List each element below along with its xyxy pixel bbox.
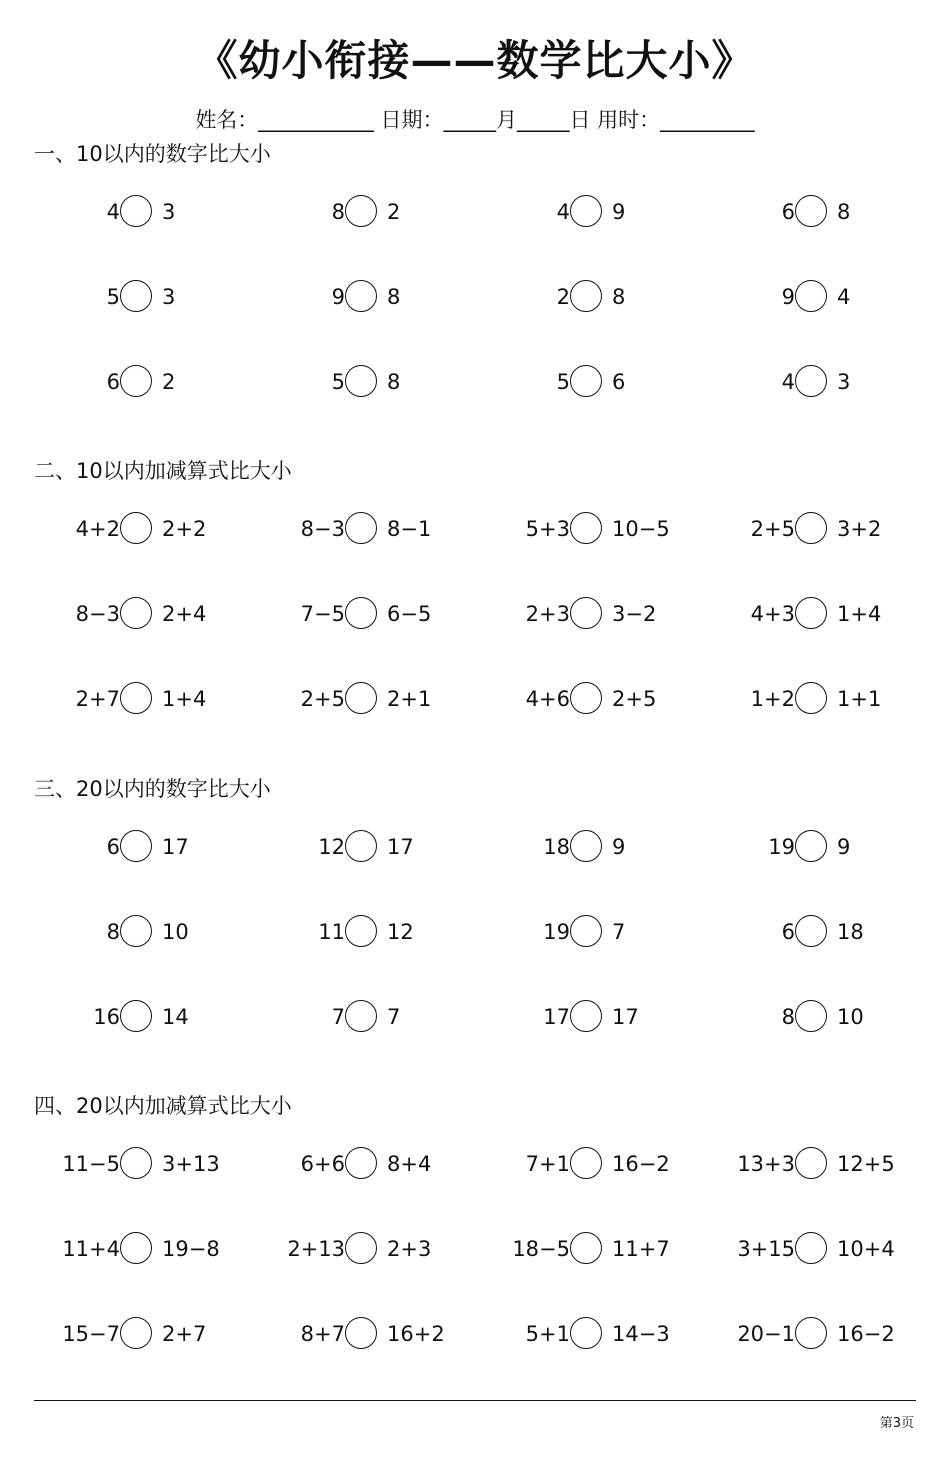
right-expression: 16−2 (837, 1322, 895, 1346)
right-expression: 10 (162, 920, 189, 944)
answer-circle[interactable] (795, 1000, 827, 1032)
answer-circle[interactable] (795, 1147, 827, 1179)
right-expression: 17 (162, 835, 189, 859)
right-expression: 8 (612, 285, 626, 309)
answer-circle[interactable] (345, 1147, 377, 1179)
left-expression: 2 (556, 285, 570, 309)
answer-circle[interactable] (345, 512, 377, 544)
comparison-problem (701, 192, 921, 232)
right-expression: 19−8 (162, 1237, 220, 1261)
answer-circle[interactable] (570, 682, 602, 714)
left-expression: 12 (318, 835, 345, 859)
left-expression: 4 (556, 200, 570, 224)
answer-circle[interactable] (795, 1317, 827, 1349)
left-expression: 2+7 (75, 687, 120, 711)
left-expression: 15−7 (62, 1322, 120, 1346)
right-expression: 6 (612, 370, 626, 394)
comparison-problem (26, 997, 246, 1037)
answer-circle[interactable] (570, 280, 602, 312)
left-expression: 1+2 (750, 687, 795, 711)
left-expression: 6 (106, 370, 120, 394)
comparison-problem (251, 1229, 471, 1269)
worksheet-title: 《幼小衔接——数学比大小》 (195, 36, 755, 85)
comparison-problem (251, 1314, 471, 1354)
section-title: 二、10以内加减算式比大小 (34, 459, 292, 483)
comparison-problem (26, 1314, 246, 1354)
comparison-problem (251, 912, 471, 952)
answer-circle[interactable] (570, 512, 602, 544)
right-expression: 3 (162, 200, 176, 224)
right-expression: 12+5 (837, 1152, 895, 1176)
right-expression: 16−2 (612, 1152, 670, 1176)
comparison-problem (26, 1144, 246, 1184)
left-expression: 16 (93, 1005, 120, 1029)
left-expression: 11 (318, 920, 345, 944)
left-expression: 20−1 (737, 1322, 795, 1346)
left-expression: 7−5 (300, 602, 345, 626)
right-expression: 10 (837, 1005, 864, 1029)
right-expression: 3+2 (837, 517, 882, 541)
left-expression: 9 (781, 285, 795, 309)
comparison-problem (701, 362, 921, 402)
section-title: 四、20以内加减算式比大小 (34, 1094, 292, 1118)
right-expression: 9 (612, 200, 626, 224)
answer-circle[interactable] (795, 195, 827, 227)
comparison-problem (476, 997, 696, 1037)
left-expression: 17 (543, 1005, 570, 1029)
comparison-problem (251, 827, 471, 867)
answer-circle[interactable] (120, 597, 152, 629)
comparison-problem (701, 594, 921, 634)
answer-circle[interactable] (345, 682, 377, 714)
left-expression: 18 (543, 835, 570, 859)
answer-circle[interactable] (570, 597, 602, 629)
right-expression: 8 (837, 200, 851, 224)
answer-circle[interactable] (120, 280, 152, 312)
comparison-problem (26, 912, 246, 952)
left-expression: 4+2 (75, 517, 120, 541)
left-expression: 9 (331, 285, 345, 309)
answer-circle[interactable] (345, 280, 377, 312)
answer-circle[interactable] (795, 280, 827, 312)
answer-circle[interactable] (345, 915, 377, 947)
left-expression: 2+3 (525, 602, 570, 626)
answer-circle[interactable] (345, 597, 377, 629)
right-expression: 4 (837, 285, 851, 309)
answer-circle[interactable] (570, 365, 602, 397)
comparison-problem (476, 912, 696, 952)
right-expression: 11+7 (612, 1237, 670, 1261)
footer-divider (34, 1400, 916, 1401)
comparison-problem (26, 362, 246, 402)
answer-circle[interactable] (345, 1232, 377, 1264)
left-expression: 4+6 (525, 687, 570, 711)
left-expression: 11+4 (62, 1237, 120, 1261)
comparison-problem (476, 1229, 696, 1269)
left-expression: 7 (331, 1005, 345, 1029)
comparison-problem (476, 509, 696, 549)
right-expression: 3 (162, 285, 176, 309)
right-expression: 3 (837, 370, 851, 394)
left-expression: 19 (768, 835, 795, 859)
comparison-problem (26, 192, 246, 232)
left-expression: 8−3 (75, 602, 120, 626)
right-expression: 3−2 (612, 602, 657, 626)
comparison-problem (26, 594, 246, 634)
answer-circle[interactable] (570, 1000, 602, 1032)
answer-circle[interactable] (120, 915, 152, 947)
left-expression: 11−5 (62, 1152, 120, 1176)
answer-circle[interactable] (570, 195, 602, 227)
answer-circle[interactable] (345, 830, 377, 862)
right-expression: 7 (387, 1005, 401, 1029)
answer-circle[interactable] (570, 1147, 602, 1179)
comparison-problem (476, 679, 696, 719)
comparison-problem (701, 827, 921, 867)
left-expression: 5 (331, 370, 345, 394)
comparison-problem (251, 277, 471, 317)
right-expression: 8+4 (387, 1152, 432, 1176)
right-expression: 9 (837, 835, 851, 859)
answer-circle[interactable] (795, 1232, 827, 1264)
right-expression: 3+13 (162, 1152, 220, 1176)
comparison-problem (701, 679, 921, 719)
left-expression: 2+5 (750, 517, 795, 541)
student-info-line: 姓名：___________ 日期：_____月_____日 用时：_________ (195, 108, 755, 132)
left-expression: 6 (781, 920, 795, 944)
left-expression: 19 (543, 920, 570, 944)
right-expression: 14−3 (612, 1322, 670, 1346)
answer-circle[interactable] (345, 1317, 377, 1349)
comparison-problem (251, 509, 471, 549)
comparison-problem (26, 277, 246, 317)
comparison-problem (476, 192, 696, 232)
left-expression: 2+5 (300, 687, 345, 711)
answer-circle[interactable] (795, 365, 827, 397)
left-expression: 4 (781, 370, 795, 394)
right-expression: 2+3 (387, 1237, 432, 1261)
right-expression: 16+2 (387, 1322, 445, 1346)
left-expression: 5 (556, 370, 570, 394)
answer-circle[interactable] (570, 1232, 602, 1264)
left-expression: 7+1 (525, 1152, 570, 1176)
comparison-problem (701, 509, 921, 549)
comparison-problem (26, 679, 246, 719)
left-expression: 6+6 (300, 1152, 345, 1176)
answer-circle[interactable] (795, 682, 827, 714)
right-expression: 1+1 (837, 687, 882, 711)
comparison-problem (701, 997, 921, 1037)
answer-circle[interactable] (345, 365, 377, 397)
comparison-problem (476, 277, 696, 317)
answer-circle[interactable] (120, 365, 152, 397)
answer-circle[interactable] (120, 1232, 152, 1264)
right-expression: 2 (162, 370, 176, 394)
answer-circle[interactable] (795, 830, 827, 862)
section-title: 一、10以内的数字比大小 (34, 142, 271, 166)
right-expression: 10+4 (837, 1237, 895, 1261)
right-expression: 2 (387, 200, 401, 224)
left-expression: 4+3 (750, 602, 795, 626)
right-expression: 2+2 (162, 517, 207, 541)
left-expression: 2+13 (287, 1237, 345, 1261)
comparison-problem (476, 1314, 696, 1354)
answer-circle[interactable] (570, 830, 602, 862)
comparison-problem (26, 1229, 246, 1269)
comparison-problem (26, 827, 246, 867)
answer-circle[interactable] (120, 512, 152, 544)
answer-circle[interactable] (795, 512, 827, 544)
right-expression: 2+5 (612, 687, 657, 711)
answer-circle[interactable] (120, 830, 152, 862)
comparison-problem (476, 362, 696, 402)
answer-circle[interactable] (570, 1317, 602, 1349)
right-expression: 10−5 (612, 517, 670, 541)
right-expression: 1+4 (162, 687, 207, 711)
left-expression: 13+3 (737, 1152, 795, 1176)
left-expression: 5+1 (525, 1322, 570, 1346)
comparison-problem (476, 1144, 696, 1184)
right-expression: 2+4 (162, 602, 207, 626)
left-expression: 18−5 (512, 1237, 570, 1261)
answer-circle[interactable] (795, 915, 827, 947)
left-expression: 5 (106, 285, 120, 309)
comparison-problem (476, 594, 696, 634)
left-expression: 6 (781, 200, 795, 224)
comparison-problem (701, 1314, 921, 1354)
right-expression: 8 (387, 370, 401, 394)
comparison-problem (701, 1229, 921, 1269)
right-expression: 14 (162, 1005, 189, 1029)
comparison-problem (476, 827, 696, 867)
answer-circle[interactable] (120, 1000, 152, 1032)
right-expression: 8 (387, 285, 401, 309)
comparison-problem (251, 997, 471, 1037)
left-expression: 8+7 (300, 1322, 345, 1346)
answer-circle[interactable] (795, 597, 827, 629)
comparison-problem (251, 594, 471, 634)
right-expression: 7 (612, 920, 626, 944)
section-title: 三、20以内的数字比大小 (34, 777, 271, 801)
left-expression: 8−3 (300, 517, 345, 541)
answer-circle[interactable] (120, 1147, 152, 1179)
right-expression: 17 (612, 1005, 639, 1029)
comparison-problem (701, 912, 921, 952)
answer-circle[interactable] (120, 1317, 152, 1349)
answer-circle[interactable] (120, 682, 152, 714)
right-expression: 8−1 (387, 517, 432, 541)
right-expression: 12 (387, 920, 414, 944)
answer-circle[interactable] (345, 1000, 377, 1032)
page-number: 第3页 (879, 1416, 914, 1431)
comparison-problem (701, 277, 921, 317)
comparison-problem (251, 362, 471, 402)
left-expression: 6 (106, 835, 120, 859)
comparison-problem (251, 1144, 471, 1184)
comparison-problem (701, 1144, 921, 1184)
right-expression: 9 (612, 835, 626, 859)
answer-circle[interactable] (570, 915, 602, 947)
left-expression: 5+3 (525, 517, 570, 541)
right-expression: 6−5 (387, 602, 432, 626)
right-expression: 18 (837, 920, 864, 944)
left-expression: 8 (106, 920, 120, 944)
left-expression: 8 (331, 200, 345, 224)
right-expression: 2+1 (387, 687, 432, 711)
comparison-problem (251, 192, 471, 232)
answer-circle[interactable] (120, 195, 152, 227)
right-expression: 17 (387, 835, 414, 859)
right-expression: 2+7 (162, 1322, 207, 1346)
comparison-problem (251, 679, 471, 719)
right-expression: 1+4 (837, 602, 882, 626)
left-expression: 8 (781, 1005, 795, 1029)
left-expression: 3+15 (737, 1237, 795, 1261)
answer-circle[interactable] (345, 195, 377, 227)
comparison-problem (26, 509, 246, 549)
left-expression: 4 (106, 200, 120, 224)
